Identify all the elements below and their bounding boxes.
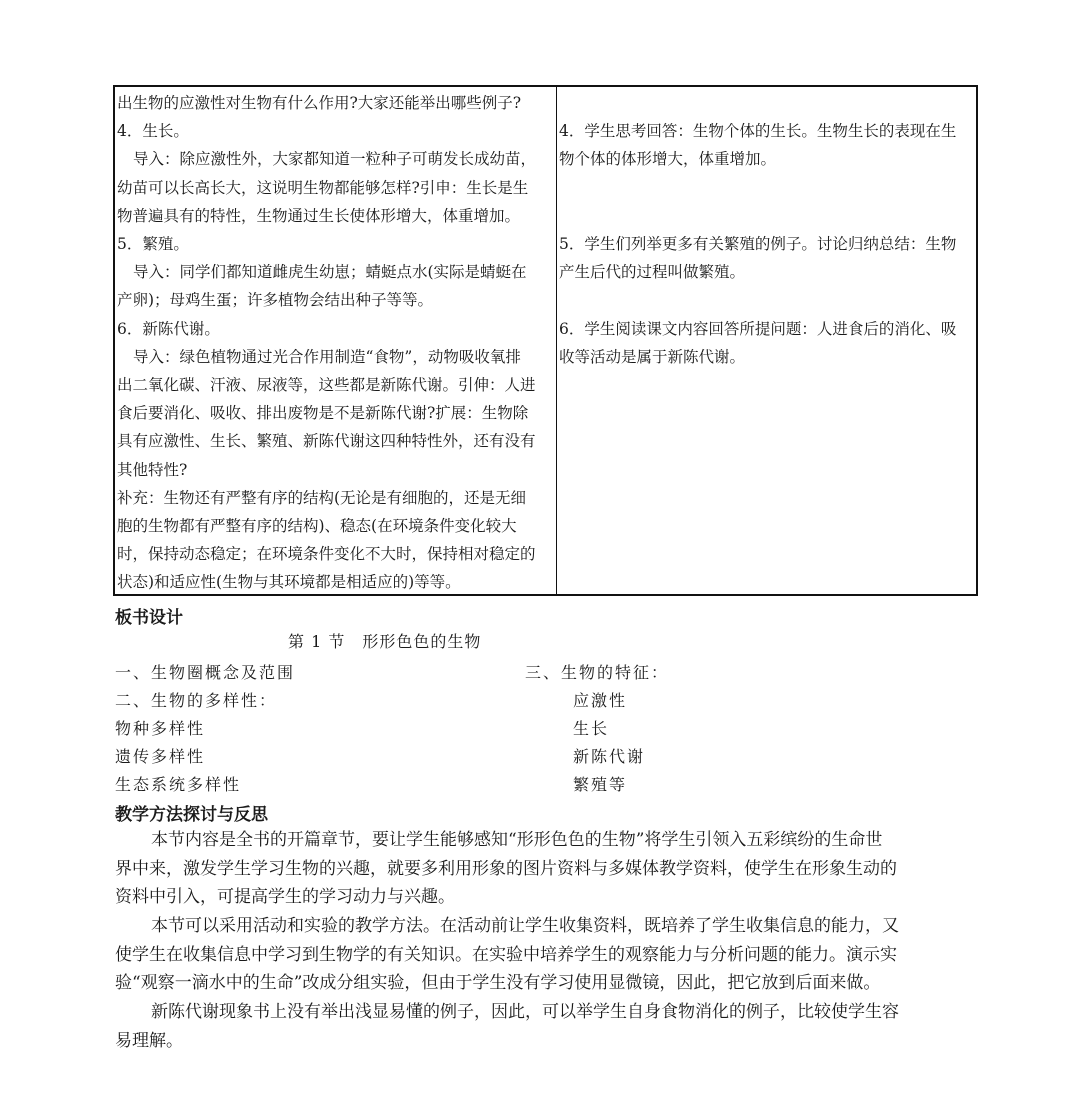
table-line: 食后要消化、吸收、排出废物是不是新陈代谢?扩展：生物除 [117, 404, 529, 423]
paragraph-line: 易理解。 [115, 1030, 183, 1051]
student-response-metabolism [559, 315, 974, 371]
table-line: 物个体的体形增大，体重增加。 [559, 150, 777, 169]
board-right-item: 应激性 [573, 691, 628, 710]
board-left-item: 物种多样性 [115, 719, 206, 738]
board-right-item: 新陈代谢 [573, 747, 646, 766]
paragraph-line: 验“观察一滴水中的生命”改成分组实验，但由于学生没有学习使用显微镜，因此，把它放到后面来做。 [115, 973, 881, 993]
table-line: 收等活动是属于新陈代谢。 [559, 348, 746, 367]
table-line: 6．学生阅读课文内容回答所提问题：人进食后的消化、吸 [559, 320, 957, 338]
student-response-growth [559, 117, 974, 173]
table-line: 导入：绿色植物通过光合作用制造“食物”，动物吸收氧排 [133, 347, 521, 366]
board-right-item: 生长 [573, 719, 610, 738]
reflection-heading: 教学方法探讨与反思 [115, 805, 268, 825]
student-response-reproduction [559, 230, 974, 286]
paragraph-line: 本节可以采用活动和实验的教学方法。在活动前让学生收集资料，既培养了学生收集信息的能力，又 [151, 916, 899, 936]
table-line: 出二氧化碳、汗液、尿液等，这些都是新陈代谢。引伸：人进 [117, 376, 536, 395]
table-line: 产卵)；母鸡生蛋；许多植物会结出种子等等。 [117, 291, 434, 310]
board-left-item: 二、生物的多样性： [115, 691, 278, 710]
reflection-paragraph [115, 826, 995, 912]
table-line: 4．生长。 [117, 122, 189, 141]
table-line: 补充：生物还有严整有序的结构(无论是有细胞的，还是无细 [117, 488, 527, 507]
lesson-table [113, 85, 978, 596]
table-line: 幼苗可以长高长大，这说明生物都能够怎样?引申：生长是生 [117, 178, 529, 197]
board-right-item: 繁殖等 [573, 775, 628, 794]
table-line: 产生后代的过程叫做繁殖。 [559, 263, 746, 282]
board-title: 第 1 节 形形色色的生物 [288, 632, 482, 651]
table-line: 物普遍具有的特性，生物通过生长使体形增大，体重增加。 [117, 206, 521, 225]
board-left-item: 一、生物圈概念及范围 [115, 663, 296, 682]
table-line: 胞的生物都有严整有序的结构)、稳态(在环境条件变化较大 [117, 517, 517, 536]
paragraph-line: 资料中引入，可提高学生的学习动力与兴趣。 [115, 887, 455, 907]
paragraph-line: 新陈代谢现象书上没有举出浅显易懂的例子，因此，可以举学生自身食物消化的例子，比较使学生容 [151, 1002, 899, 1022]
table-line: 5．学生们列举更多有关繁殖的例子。讨论归纳总结：生物 [559, 235, 957, 253]
board-design-heading: 板书设计 [115, 608, 183, 628]
table-line: 6．新陈代谢。 [117, 319, 220, 338]
student-activity-column [557, 87, 976, 594]
table-line: 出生物的应激性对生物有什么作用?大家还能举出哪些例子? [117, 94, 522, 112]
table-line: 导入：同学们都知道雌虎生幼崽；蜻蜓点水(实际是蜻蜓在 [133, 263, 527, 282]
paragraph-line: 本节内容是全书的开篇章节，要让学生能够感知“形形色色的生物”将学生引领入五彩缤纷的生命世 [151, 830, 883, 850]
table-line: 状态)和适应性(生物与其环境都是相适应的)等等。 [117, 573, 461, 592]
table-line: 4．学生思考回答：生物个体的生长。生物生长的表现在生 [559, 122, 957, 140]
table-line: 5．繁殖。 [117, 235, 189, 254]
table-line: 其他特性? [117, 460, 188, 479]
board-left-item: 生态系统多样性 [115, 775, 242, 794]
board-right-heading: 三、生物的特征： [525, 663, 670, 682]
reflection-paragraph [115, 912, 995, 998]
reflection-paragraph [115, 998, 995, 1055]
table-line: 时，保持动态稳定；在环境条件变化不大时，保持相对稳定的 [117, 545, 536, 564]
table-line: 具有应激性、生长、繁殖、新陈代谢这四种特性外，还有没有 [117, 432, 536, 451]
table-line: 导入：除应激性外，大家都知道一粒种子可萌发长成幼苗， [133, 150, 537, 169]
board-left-item: 遗传多样性 [115, 747, 206, 766]
paragraph-line: 使学生在收集信息中学习到生物学的有关知识。在实验中培养学生的观察能力与分析问题的能力。演示实 [115, 944, 897, 965]
paragraph-line: 界中来，激发学生学习生物的兴趣，就要多利用形象的图片资料与多媒体教学资料，使学生在形象生动的 [115, 858, 897, 879]
teacher-activity-column [115, 87, 557, 594]
